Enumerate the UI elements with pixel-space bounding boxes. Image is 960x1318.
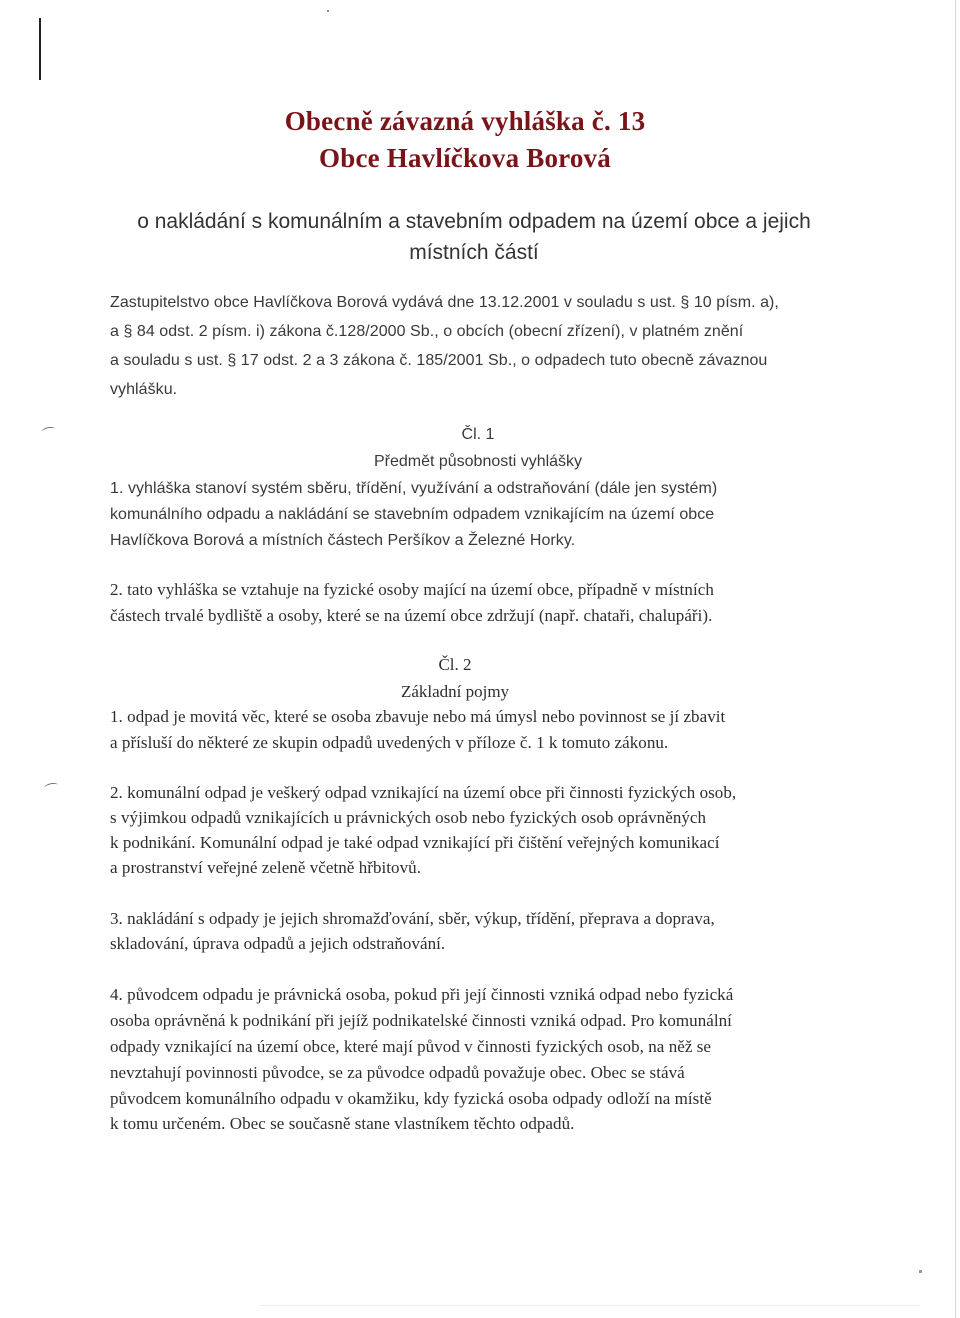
document-municipality: Obce Havlíčkova Borová <box>319 143 611 173</box>
article-number: Čl. 1 <box>461 426 495 443</box>
paragraph-line: a přísluší do některé ze skupin odpadů uvedených v příloze č. 1 k tomuto zákonu. <box>110 733 669 752</box>
scan-mark <box>39 18 41 80</box>
paragraph-line: k podnikání. Komunální odpad je také odpad vznikající při čištění veřejných komunikací <box>110 833 720 852</box>
intro-line: Zastupitelstvo obce Havlíčkova Borová vydává dne 13.12.2001 v souladu s ust. § 10 písm. a), <box>110 294 779 311</box>
paragraph-line: Havlíčkova Borová a místních částech Peršíkov a Železné Horky. <box>110 532 576 549</box>
scan-dot <box>327 10 329 12</box>
paragraph-line: komunálního odpadu a nakládání se stavebním odpadem vznikajícím na území obce <box>110 506 715 523</box>
paragraph-line: 1. vyhláška stanoví systém sběru, třídění, využívání a odstraňování (dále jen systém) <box>110 480 718 497</box>
document-subtitle: místních částí <box>409 241 539 264</box>
intro-line: vyhlášku. <box>110 381 178 398</box>
paragraph-line: odpady vznikající na území obce, které mají původ v činnosti fyzických osob, na něž se <box>110 1037 712 1056</box>
scan-scribble: ⌒ <box>40 425 58 445</box>
article-heading: Předmět působnosti vyhlášky <box>373 453 583 470</box>
paragraph-line: 3. nakládání s odpady je jejich shromažďování, sběr, výkup, třídění, přeprava a doprava, <box>110 909 715 928</box>
paragraph-line: původcem komunálního odpadu v okamžiku, kdy fyzická osoba odpady odloží na místě <box>110 1089 712 1108</box>
scan-scribble: ⌒ <box>43 781 61 801</box>
article-heading: Základní pojmy <box>400 682 510 701</box>
paragraph-line: 1. odpad je movitá věc, které se osoba zbavuje nebo má úmysl nebo povinnost se jí zbavit <box>110 707 726 726</box>
document-subtitle: o nakládání s komunálním a stavebním odpadem na území obce a jejich <box>137 210 811 233</box>
paragraph-line: 4. původcem odpadu je právnická osoba, pokud při její činnosti vzniká odpad nebo fyzická <box>110 985 734 1004</box>
document-title: Obecně závazná vyhláška č. 13 <box>284 106 646 136</box>
intro-line: a souladu s ust. § 17 odst. 2 a 3 zákona č. 185/2001 Sb., o odpadech tuto obecně závaznou <box>110 352 768 369</box>
scan-edge <box>955 0 956 1318</box>
paragraph-line: 2. komunální odpad je veškerý odpad vznikající na území obce při činnosti fyzických osob, <box>110 783 737 802</box>
paragraph-line: s výjimkou odpadů vznikajících u právnických osob nebo fyzických osob oprávněných <box>110 808 707 827</box>
paragraph-line: částech trvalé bydliště a osoby, které se na území obce zdržují (např. chataři, chalupáři). <box>110 606 713 625</box>
paragraph-line: a prostranství veřejné zeleně včetně hřbitovů. <box>110 858 422 877</box>
paragraph-line: k tomu určeném. Obec se současně stane vlastníkem těchto odpadů. <box>110 1114 575 1133</box>
intro-line: a § 84 odst. 2 písm. i) zákona č.128/2000 Sb., o obcích (obecní zřízení), v platném znění <box>110 323 744 340</box>
scan-edge <box>260 1305 920 1306</box>
scan-dot <box>919 1270 922 1273</box>
article-number: Čl. 2 <box>438 655 472 674</box>
paragraph-line: osoba oprávněná k podnikání při jejíž podnikatelské činnosti vzniká odpad. Pro komunální <box>110 1011 732 1030</box>
paragraph-line: skladování, úprava odpadů a jejich odstraňování. <box>110 934 446 953</box>
paragraph-line: nevztahují povinnosti původce, se za původce odpadů považuje obec. Obec se stává <box>110 1063 685 1082</box>
paragraph-line: 2. tato vyhláška se vztahuje na fyzické osoby mající na území obce, případně v místních <box>110 580 714 599</box>
